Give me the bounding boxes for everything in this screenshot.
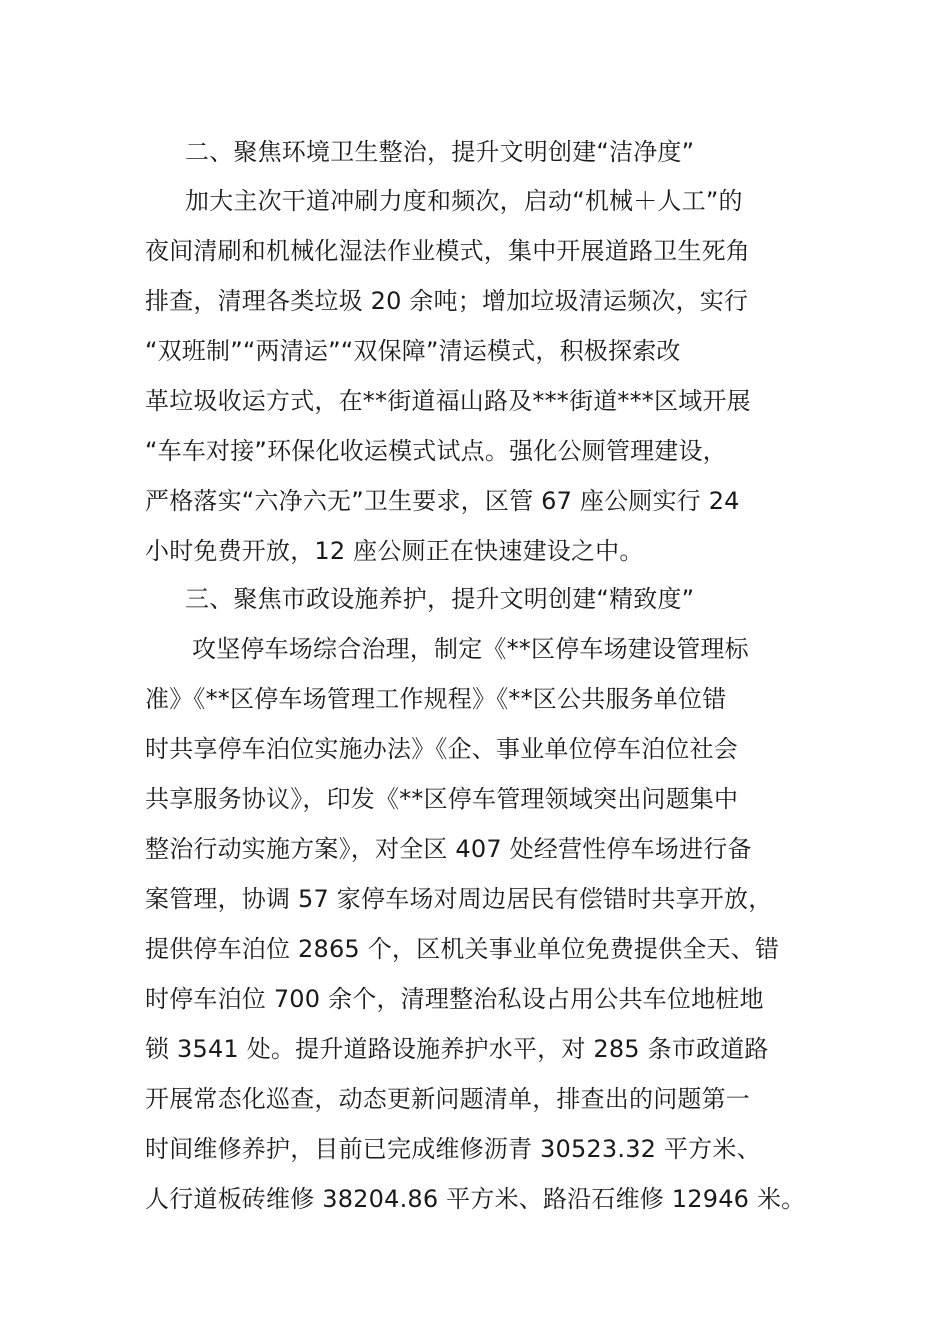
section-2-paragraph-line: 加大主次干道冲刷力度和频次，启动“机械＋人工”的 — [185, 187, 743, 215]
section-2-heading: 二、聚焦环境卫生整治，提升文明创建“洁净度” — [185, 138, 695, 166]
section-3-paragraph-line: 提供停车泊位 2865 个，区机关事业单位免费提供全天、错 — [145, 935, 780, 963]
section-2-paragraph-line: “双班制”“两清运”“双保障”清运模式，积极探索改 — [145, 337, 681, 365]
section-3-paragraph-line: 时停车泊位 700 余个，清理整治私设占用公共车位地桩地 — [145, 985, 764, 1013]
section-3-paragraph-line: 时间维修养护，目前已完成维修沥青 30523.32 平方米、 — [145, 1135, 761, 1163]
section-3-paragraph-line: 准》《**区停车场管理工作规程》《**区公共服务单位错 — [145, 685, 727, 713]
section-2-paragraph-line: 排查，清理各类垃圾 20 余吨；增加垃圾清运频次，实行 — [145, 287, 749, 315]
section-3-paragraph-line: 案管理，协调 57 家停车场对周边居民有偿错时共享开放， — [145, 885, 773, 913]
section-2-paragraph-line: “车车对接”环保化收运模式试点。强化公厕管理建设， — [145, 437, 727, 465]
section-2-paragraph-line: 夜间清刷和机械化湿法作业模式，集中开展道路卫生死角 — [145, 237, 750, 265]
section-3-paragraph-line: 开展常态化巡查，动态更新问题清单，排查出的问题第一 — [145, 1085, 750, 1113]
section-3-paragraph-line: 时共享停车泊位实施办法》《企、事业单位停车泊位社会 — [145, 735, 738, 763]
section-3-paragraph-line: 共享服务协议》，印发《**区停车管理领域突出问题集中 — [145, 785, 739, 813]
section-3-heading: 三、聚焦市政设施养护，提升文明创建“精致度” — [185, 585, 695, 613]
section-2-paragraph-line: 严格落实“六净六无”卫生要求，区管 67 座公厕实行 24 — [145, 487, 740, 515]
section-3-paragraph-line: 人行道板砖维修 38204.86 平方米、路沿石维修 12946 米。 — [145, 1185, 806, 1213]
section-2-paragraph-line: 小时免费开放，12 座公厕正在快速建设之中。 — [145, 537, 644, 565]
section-2-paragraph-line: 革垃圾收运方式，在**街道福山路及***街道***区域开展 — [145, 387, 751, 415]
section-3-paragraph-line: 整治行动实施方案》，对全区 407 处经营性停车场进行备 — [145, 835, 752, 863]
section-3-paragraph-line: 锁 3541 处。提升道路设施养护水平，对 285 条市政道路 — [145, 1035, 769, 1063]
section-3-paragraph-line: 攻坚停车场综合治理，制定《**区停车场建设管理标 — [192, 635, 749, 663]
